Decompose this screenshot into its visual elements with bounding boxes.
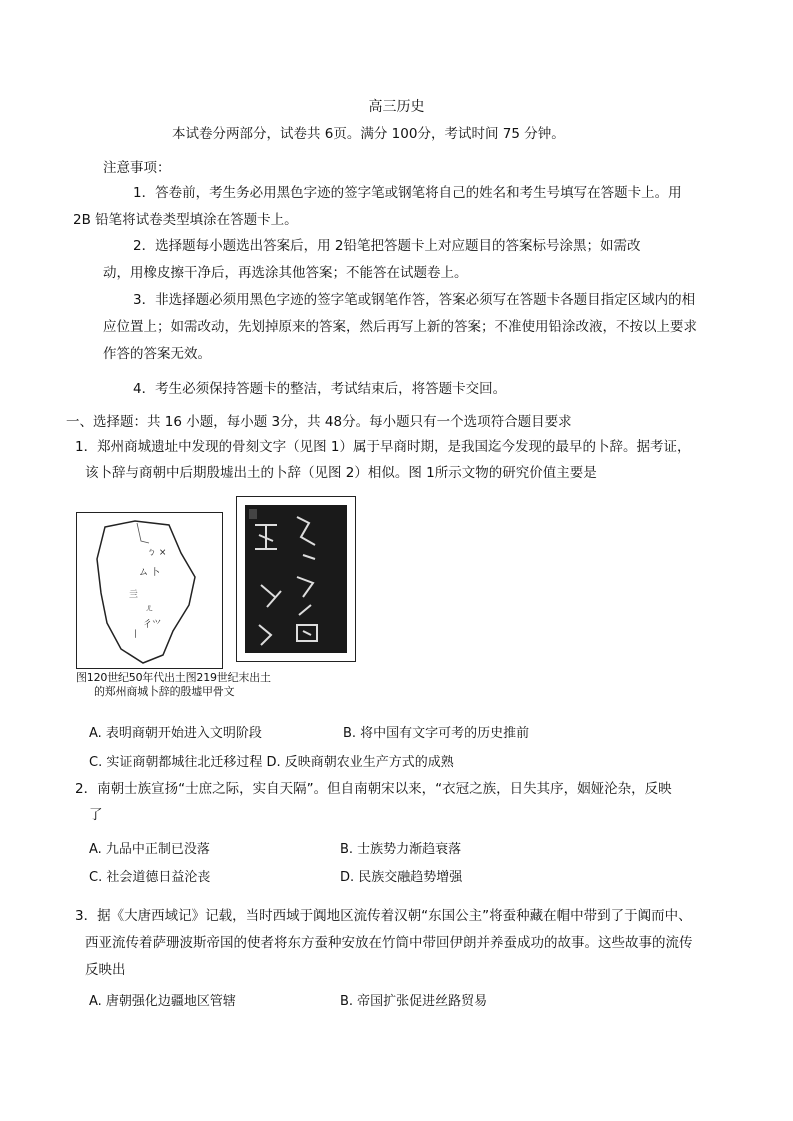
exam-info: 本试卷分两部分，试卷共 6页。满分 100分，考试时间 75 分钟。 xyxy=(172,126,565,142)
question-3-line-1: 3．据《大唐西域记》记载，当时西域于阗地区流传着汉朝“东国公主”将蚕种藏在帽中带到了于阗而中、 xyxy=(75,908,692,924)
q1-option-a: A. 表明商朝开始进入文明阶段 xyxy=(89,726,262,741)
q3-option-b: B. 帝国扩张促进丝路贸易 xyxy=(340,994,488,1009)
bone-fragment-drawing xyxy=(77,513,222,668)
q1-option-b: B. 将中国有文字可考的历史推前 xyxy=(343,726,530,741)
rubbing-drawing xyxy=(237,497,355,661)
question-3-line-2: 西亚流传着萨珊波斯帝国的使者将东方蚕种安放在竹筒中带回伊朗并养蚕成功的故事。这些故事的流传 xyxy=(85,935,693,951)
figure-1-oracle-bone xyxy=(76,512,223,669)
q2-option-a: A. 九品中正制已没落 xyxy=(89,842,210,857)
question-2 xyxy=(75,776,725,828)
question-1-line-2: 该卜辞与商朝中后期殷墟出土的卜辞（见图 2）相似。图 1所示文物的研究价值主要是 xyxy=(85,465,597,481)
question-1-line-1: 1．郑州商城遗址中发现的骨刻文字（见图 1）属于早商时期，是我国迄今发现的最早的卜辞。据考证， xyxy=(75,439,691,455)
question-2-line-1: 2．南朝士族宣扬“士庶之际，实自天隔”。但自南朝宋以来，“衣冠之族，日失其序，姻娅沦杂，反映 xyxy=(75,781,672,797)
question-2-line-2: 了 xyxy=(89,807,103,823)
svg-text:ム 卜: ム 卜 xyxy=(139,568,160,578)
svg-text:丨: 丨 xyxy=(131,630,141,640)
notice-item-2-line-2: 动，用橡皮擦干净后，再选涂其他答案；不能答在试题卷上。 xyxy=(103,265,468,281)
q2-option-c: C. 社会道德日益沦丧 xyxy=(89,870,211,885)
svg-text:ㄦ: ㄦ xyxy=(145,604,155,614)
notice-item-4-text: 4．考生必须保持答题卡的整洁，考试结束后，将答题卡交回。 xyxy=(133,381,507,397)
notice-item-3-line-2: 应位置上；如需改动，先划掉原来的答案，然后再写上新的答案；不准使用铅涂改液，不按以上要求 xyxy=(103,319,697,335)
q2-option-b: B. 士族势力渐趋衰落 xyxy=(340,842,462,857)
figure-caption-line-2: 的郑州商城卜辞的殷墟甲骨文 xyxy=(94,685,235,698)
notice-item-4 xyxy=(103,376,723,403)
notice-item-3-line-3: 作答的答案无效。 xyxy=(103,346,211,362)
notice-item-2 xyxy=(103,233,723,287)
q3-option-a: A. 唐朝强化边疆地区管辖 xyxy=(89,994,236,1009)
svg-text:彳⺍: 彳⺍ xyxy=(143,620,162,630)
svg-text:ㄅ ×: ㄅ × xyxy=(147,548,167,558)
notice-item-1-line-2: 2B 铅笔将试卷类型填涂在答题卡上。 xyxy=(73,212,298,228)
figure-caption xyxy=(76,671,336,699)
notice-item-1-line-1: 1．答卷前，考生务必用黑色字迹的签字笔或钢笔将自己的姓名和考生号填写在答题卡上。用 xyxy=(133,185,682,201)
q2-option-d: D. 民族交融趋势增强 xyxy=(340,870,463,885)
figure-2-oracle-bone-rubbing xyxy=(236,496,356,662)
q1-option-cd: C. 实证商朝都城往北迁移过程 D. 反映商朝农业生产方式的成熟 xyxy=(89,755,454,770)
page-title: 高三历史 xyxy=(368,99,425,115)
notice-item-1 xyxy=(73,180,723,234)
notice-item-2-line-1: 2．选择题每小题选出答案后，用 2铅笔把答题卡上对应题目的答案标号涂黑；如需改 xyxy=(133,238,641,254)
section-heading: 一、选择题：共 16 小题，每小题 3分，共 48分。每小题只有一个选项符合题目要求 xyxy=(66,414,572,430)
svg-text:亖: 亖 xyxy=(129,590,139,600)
question-3-line-3: 反映出 xyxy=(85,962,126,978)
question-3 xyxy=(75,903,725,984)
question-1 xyxy=(75,434,725,486)
notice-item-3 xyxy=(103,287,723,368)
notice-heading: 注意事项： xyxy=(103,160,171,176)
notice-item-3-line-1: 3．非选择题必须用黑色字迹的签字笔或钢笔作答，答案必须写在答题卡各题目指定区域内的相 xyxy=(133,292,696,308)
figure-caption-line-1: 图120世纪50年代出土图219世纪末出土 xyxy=(76,671,271,684)
